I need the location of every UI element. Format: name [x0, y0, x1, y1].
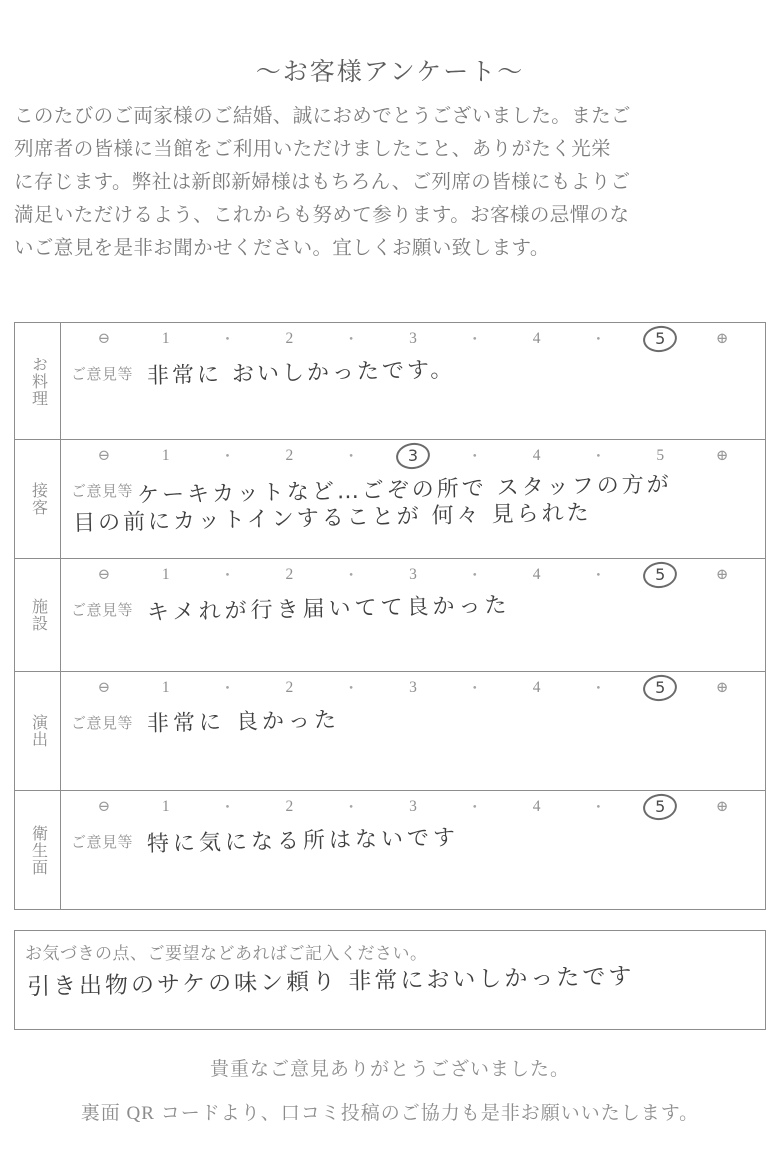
intro-line-2: 列席者の皆様に当館をご利用いただけましたこと、ありがたく光栄	[14, 139, 612, 160]
scale-min: ⊖	[97, 448, 111, 464]
intro-line-1: このたびのご両家様のご結婚、誠におめでとうございました。またご	[14, 106, 631, 127]
scale-4[interactable]: 4	[532, 446, 541, 464]
table-row	[15, 440, 765, 559]
scale-3-selected[interactable]: 3	[382, 446, 444, 466]
scale-dot: ・	[343, 332, 359, 348]
scale-1[interactable]: 1	[161, 678, 170, 696]
scale-5-selected[interactable]: 5	[629, 797, 691, 817]
rating-scale-facility[interactable]	[61, 559, 765, 591]
scale-2[interactable]: 2	[285, 565, 294, 583]
scale-5-selected[interactable]: 5	[629, 329, 691, 349]
footer-qr-note: 裏面 QR コードより、口コミ投稿のご協力も是非お願いいたします。	[80, 1103, 700, 1124]
handwritten-comment: 非常に おいしかったです。	[146, 357, 456, 390]
comment-field-service[interactable]	[61, 472, 765, 558]
scale-dot: ・	[220, 681, 236, 697]
comment-label: ご意見等	[71, 367, 134, 383]
scale-dot: ・	[343, 568, 359, 584]
scale-dot: ・	[467, 800, 483, 816]
comment-label: ご意見等	[71, 484, 134, 500]
scale-max: ⊕	[715, 331, 729, 347]
table-row	[15, 323, 765, 440]
comment-field-facility[interactable]	[61, 591, 765, 671]
comment-field-food[interactable]	[61, 355, 765, 439]
table-row	[15, 672, 765, 791]
scale-3[interactable]: 3	[409, 329, 417, 347]
scale-3[interactable]: 3	[409, 565, 417, 583]
scale-dot: ・	[590, 568, 606, 584]
scale-dot: ・	[467, 568, 483, 584]
free-comment-box[interactable]	[14, 930, 766, 1030]
table-row	[15, 791, 765, 909]
scale-2[interactable]: 2	[285, 797, 294, 815]
scale-dot: ・	[467, 449, 483, 465]
free-comment-label: お気づきの点、ご要望などあればご記入ください。	[25, 944, 428, 963]
scale-1[interactable]: 1	[161, 446, 170, 464]
scale-dot: ・	[590, 681, 606, 697]
intro-line-3: に存じます。弊社は新郎新婦様はもちろん、ご列席の皆様にもよりご	[14, 172, 631, 193]
survey-table	[14, 322, 766, 910]
handwritten-comment: キメれが行き届いてて良かった	[146, 593, 511, 626]
handwritten-comment-line-2: 目の前にカットインすることが 何々 見られた	[72, 500, 592, 537]
page-title: 〜お客様アンケート〜	[255, 59, 525, 86]
scale-5-selected[interactable]: 5	[629, 565, 691, 585]
scale-dot: ・	[343, 681, 359, 697]
scale-dot: ・	[467, 332, 483, 348]
scale-dot: ・	[590, 332, 606, 348]
scale-dot: ・	[220, 332, 236, 348]
scale-dot: ・	[467, 681, 483, 697]
category-label-food: お料理	[15, 323, 61, 439]
intro-paragraph	[14, 100, 766, 265]
handwritten-comment-line-1: ケーキカットなど…ごぞの所で スタッフの方が	[136, 472, 673, 509]
comment-label: ご意見等	[71, 603, 134, 619]
category-label-service: 接客	[15, 440, 61, 558]
rating-scale-food[interactable]	[61, 323, 765, 355]
scale-dot: ・	[220, 800, 236, 816]
scale-min: ⊖	[97, 799, 111, 815]
rating-scale-service[interactable]	[61, 440, 765, 472]
scale-1[interactable]: 1	[161, 329, 170, 347]
footer	[0, 1048, 780, 1136]
scale-2[interactable]: 2	[285, 678, 294, 696]
scale-max: ⊕	[715, 680, 729, 696]
scale-min: ⊖	[97, 680, 111, 696]
scale-4[interactable]: 4	[532, 329, 541, 347]
scale-2[interactable]: 2	[285, 446, 294, 464]
rating-scale-production[interactable]	[61, 672, 765, 704]
category-label-facility: 施設	[15, 559, 61, 671]
scale-dot: ・	[590, 800, 606, 816]
footer-thanks: 貴重なご意見ありがとうございました。	[209, 1059, 570, 1080]
scale-5[interactable]: 5	[656, 446, 665, 464]
scale-min: ⊖	[97, 567, 111, 583]
comment-field-hygiene[interactable]	[61, 823, 765, 909]
handwritten-comment: 特に気になる所はないです	[146, 825, 460, 858]
scale-5-selected[interactable]: 5	[629, 678, 691, 698]
scale-3[interactable]: 3	[409, 678, 417, 696]
scale-dot: ・	[220, 449, 236, 465]
comment-field-production[interactable]	[61, 704, 765, 790]
scale-dot: ・	[343, 449, 359, 465]
intro-line-5: いご意見を是非お聞かせください。宜しくお願い致します。	[14, 238, 550, 259]
comment-label: ご意見等	[71, 716, 134, 732]
scale-4[interactable]: 4	[532, 565, 541, 583]
category-label-production: 演出	[15, 672, 61, 790]
scale-dot: ・	[343, 800, 359, 816]
table-row	[15, 559, 765, 672]
scale-max: ⊕	[715, 799, 729, 815]
free-comment-handwriting: 引き出物のサケの味ン頼り 非常においしかったです	[26, 963, 635, 1001]
scale-4[interactable]: 4	[532, 797, 541, 815]
scale-2[interactable]: 2	[285, 329, 294, 347]
scale-1[interactable]: 1	[161, 565, 170, 583]
scale-1[interactable]: 1	[161, 797, 170, 815]
scale-max: ⊕	[715, 448, 729, 464]
category-label-hygiene: 衛生面	[15, 791, 61, 909]
scale-dot: ・	[220, 568, 236, 584]
comment-label: ご意見等	[71, 835, 134, 851]
scale-max: ⊕	[715, 567, 729, 583]
scale-3[interactable]: 3	[409, 797, 417, 815]
handwritten-comment: 非常に 良かった	[146, 707, 341, 737]
rating-scale-hygiene[interactable]	[61, 791, 765, 823]
scale-dot: ・	[590, 449, 606, 465]
scale-min: ⊖	[97, 331, 111, 347]
scale-4[interactable]: 4	[532, 678, 541, 696]
intro-line-4: 満足いただけるよう、これからも努めて参ります。お客様の忌憚のな	[14, 205, 630, 226]
